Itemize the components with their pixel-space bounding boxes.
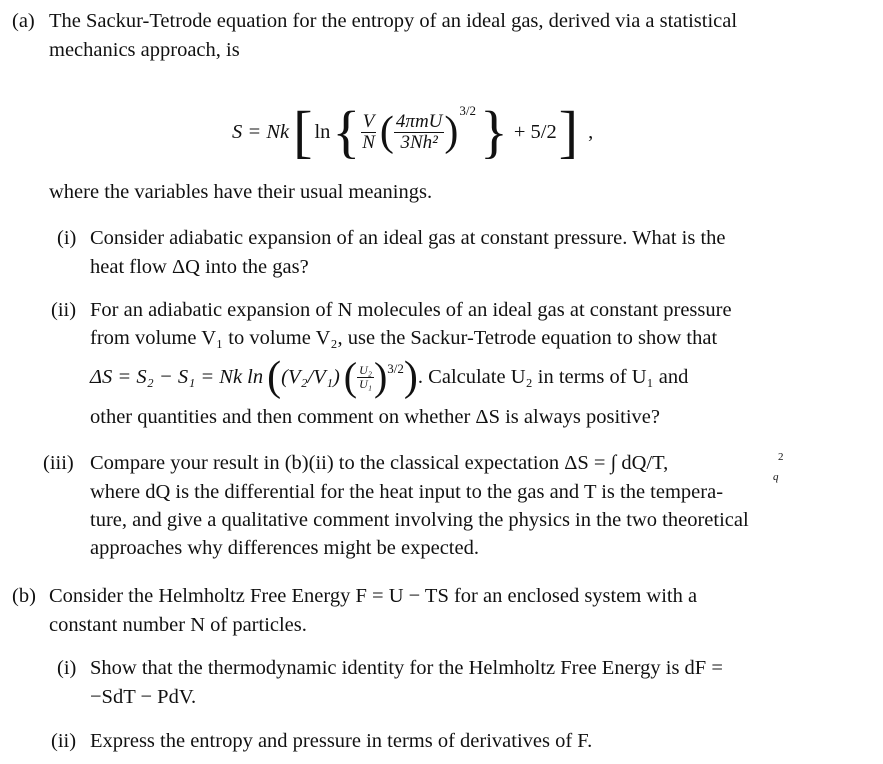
frac-inner-num: 4πmU: [395, 110, 443, 132]
outer-open-paren: (: [267, 354, 282, 400]
item-a-ii-line3-text: . Calculate U₂ in terms of U₁ and: [417, 365, 689, 388]
close-brace: }: [480, 99, 508, 164]
integral-upper-limit: 2: [778, 451, 784, 463]
energy-ratio-den: U₁: [359, 376, 372, 391]
part-a-intro-line1: The Sackur-Tetrode equation for the entropy of an ideal gas, derived via a statistical: [49, 10, 738, 32]
part-b-label: (b): [12, 585, 36, 607]
item-a-ii-line1: For an adiabatic expansion of N molecules of an ideal gas at constant pressure: [90, 299, 732, 321]
part-a-label: (a): [12, 10, 35, 32]
frac-v-den: N: [362, 131, 375, 153]
item-a-ii-line4: other quantities and then comment on whether ΔS is always positive?: [90, 406, 660, 428]
part-a-intro-line2: mechanics approach, is: [49, 39, 240, 61]
fraction-inner: [394, 112, 444, 153]
item-a-iii-line4: approaches why differences might be expected.: [90, 537, 479, 559]
frac-v-num: V: [362, 110, 375, 132]
fraction-v-over-n: [360, 112, 377, 153]
equation-exponent: 3/2: [459, 103, 477, 118]
delta-s-eq: ΔS = S₂ − S₁ = Nk ln: [90, 365, 264, 388]
inner-open-paren: (: [343, 354, 358, 399]
outer-close-paren: ): [403, 354, 418, 400]
volume-ratio: (V₂/V₁): [281, 365, 340, 388]
energy-ratio-fraction: [357, 364, 374, 390]
close-bracket: ]: [558, 99, 579, 164]
item-a-ii-equation: [90, 352, 688, 402]
energy-ratio-num: U₂: [359, 362, 372, 377]
item-a-ii-line2: from volume V₁ to volume V₂, use the Sackur-Tetrode equation to show that: [90, 327, 718, 349]
equation-plus-term: + 5/2: [513, 120, 557, 143]
item-a-iii-line1: Compare your result in (b)(ii) to the classical expectation ΔS = ∫ dQ/T,: [90, 452, 669, 474]
open-paren: (: [379, 109, 394, 155]
equation-lhs: S = Nk: [232, 120, 290, 143]
sackur-tetrode-equation: [232, 92, 593, 172]
item-b-ii-label: (ii): [51, 730, 77, 752]
item-b-i-label: (i): [57, 657, 77, 679]
inner-close-paren: ): [373, 354, 388, 399]
after-equation-text: where the variables have their usual meanings.: [49, 181, 433, 203]
open-brace: {: [332, 99, 361, 164]
delta-s-exponent: 3/2: [387, 361, 404, 376]
open-bracket: [: [293, 99, 313, 164]
item-a-ii-label: (ii): [51, 299, 77, 321]
frac-inner-den: 3Nh²: [400, 131, 438, 153]
part-b-line2: constant number N of particles.: [49, 614, 307, 636]
item-a-i-line2: heat flow ΔQ into the gas?: [90, 256, 309, 278]
close-paren: ): [444, 109, 459, 155]
equation-trailing: ,: [588, 120, 594, 143]
item-a-iii-line2: where dQ is the differential for the heat input to the gas and T is the tempera-: [90, 481, 724, 503]
item-a-i-line1: Consider adiabatic expansion of an ideal gas at constant pressure. What is the: [90, 227, 726, 249]
item-b-i-line2: −SdT − PdV.: [90, 686, 197, 708]
item-a-iii-label: (iii): [43, 452, 74, 474]
integral-lower-limit: q: [773, 471, 779, 483]
item-a-i-label: (i): [57, 227, 77, 249]
equation-ln: ln: [314, 120, 331, 143]
part-b-line1: Consider the Helmholtz Free Energy F = U − TS for an enclosed system with a: [49, 585, 698, 607]
item-b-ii-line1: Express the entropy and pressure in terms of derivatives of F.: [90, 730, 593, 752]
item-b-i-line1: Show that the thermodynamic identity for the Helmholtz Free Energy is dF =: [90, 657, 723, 679]
item-a-iii-line3: ture, and give a qualitative comment involving the physics in the two theoretical: [90, 509, 749, 531]
